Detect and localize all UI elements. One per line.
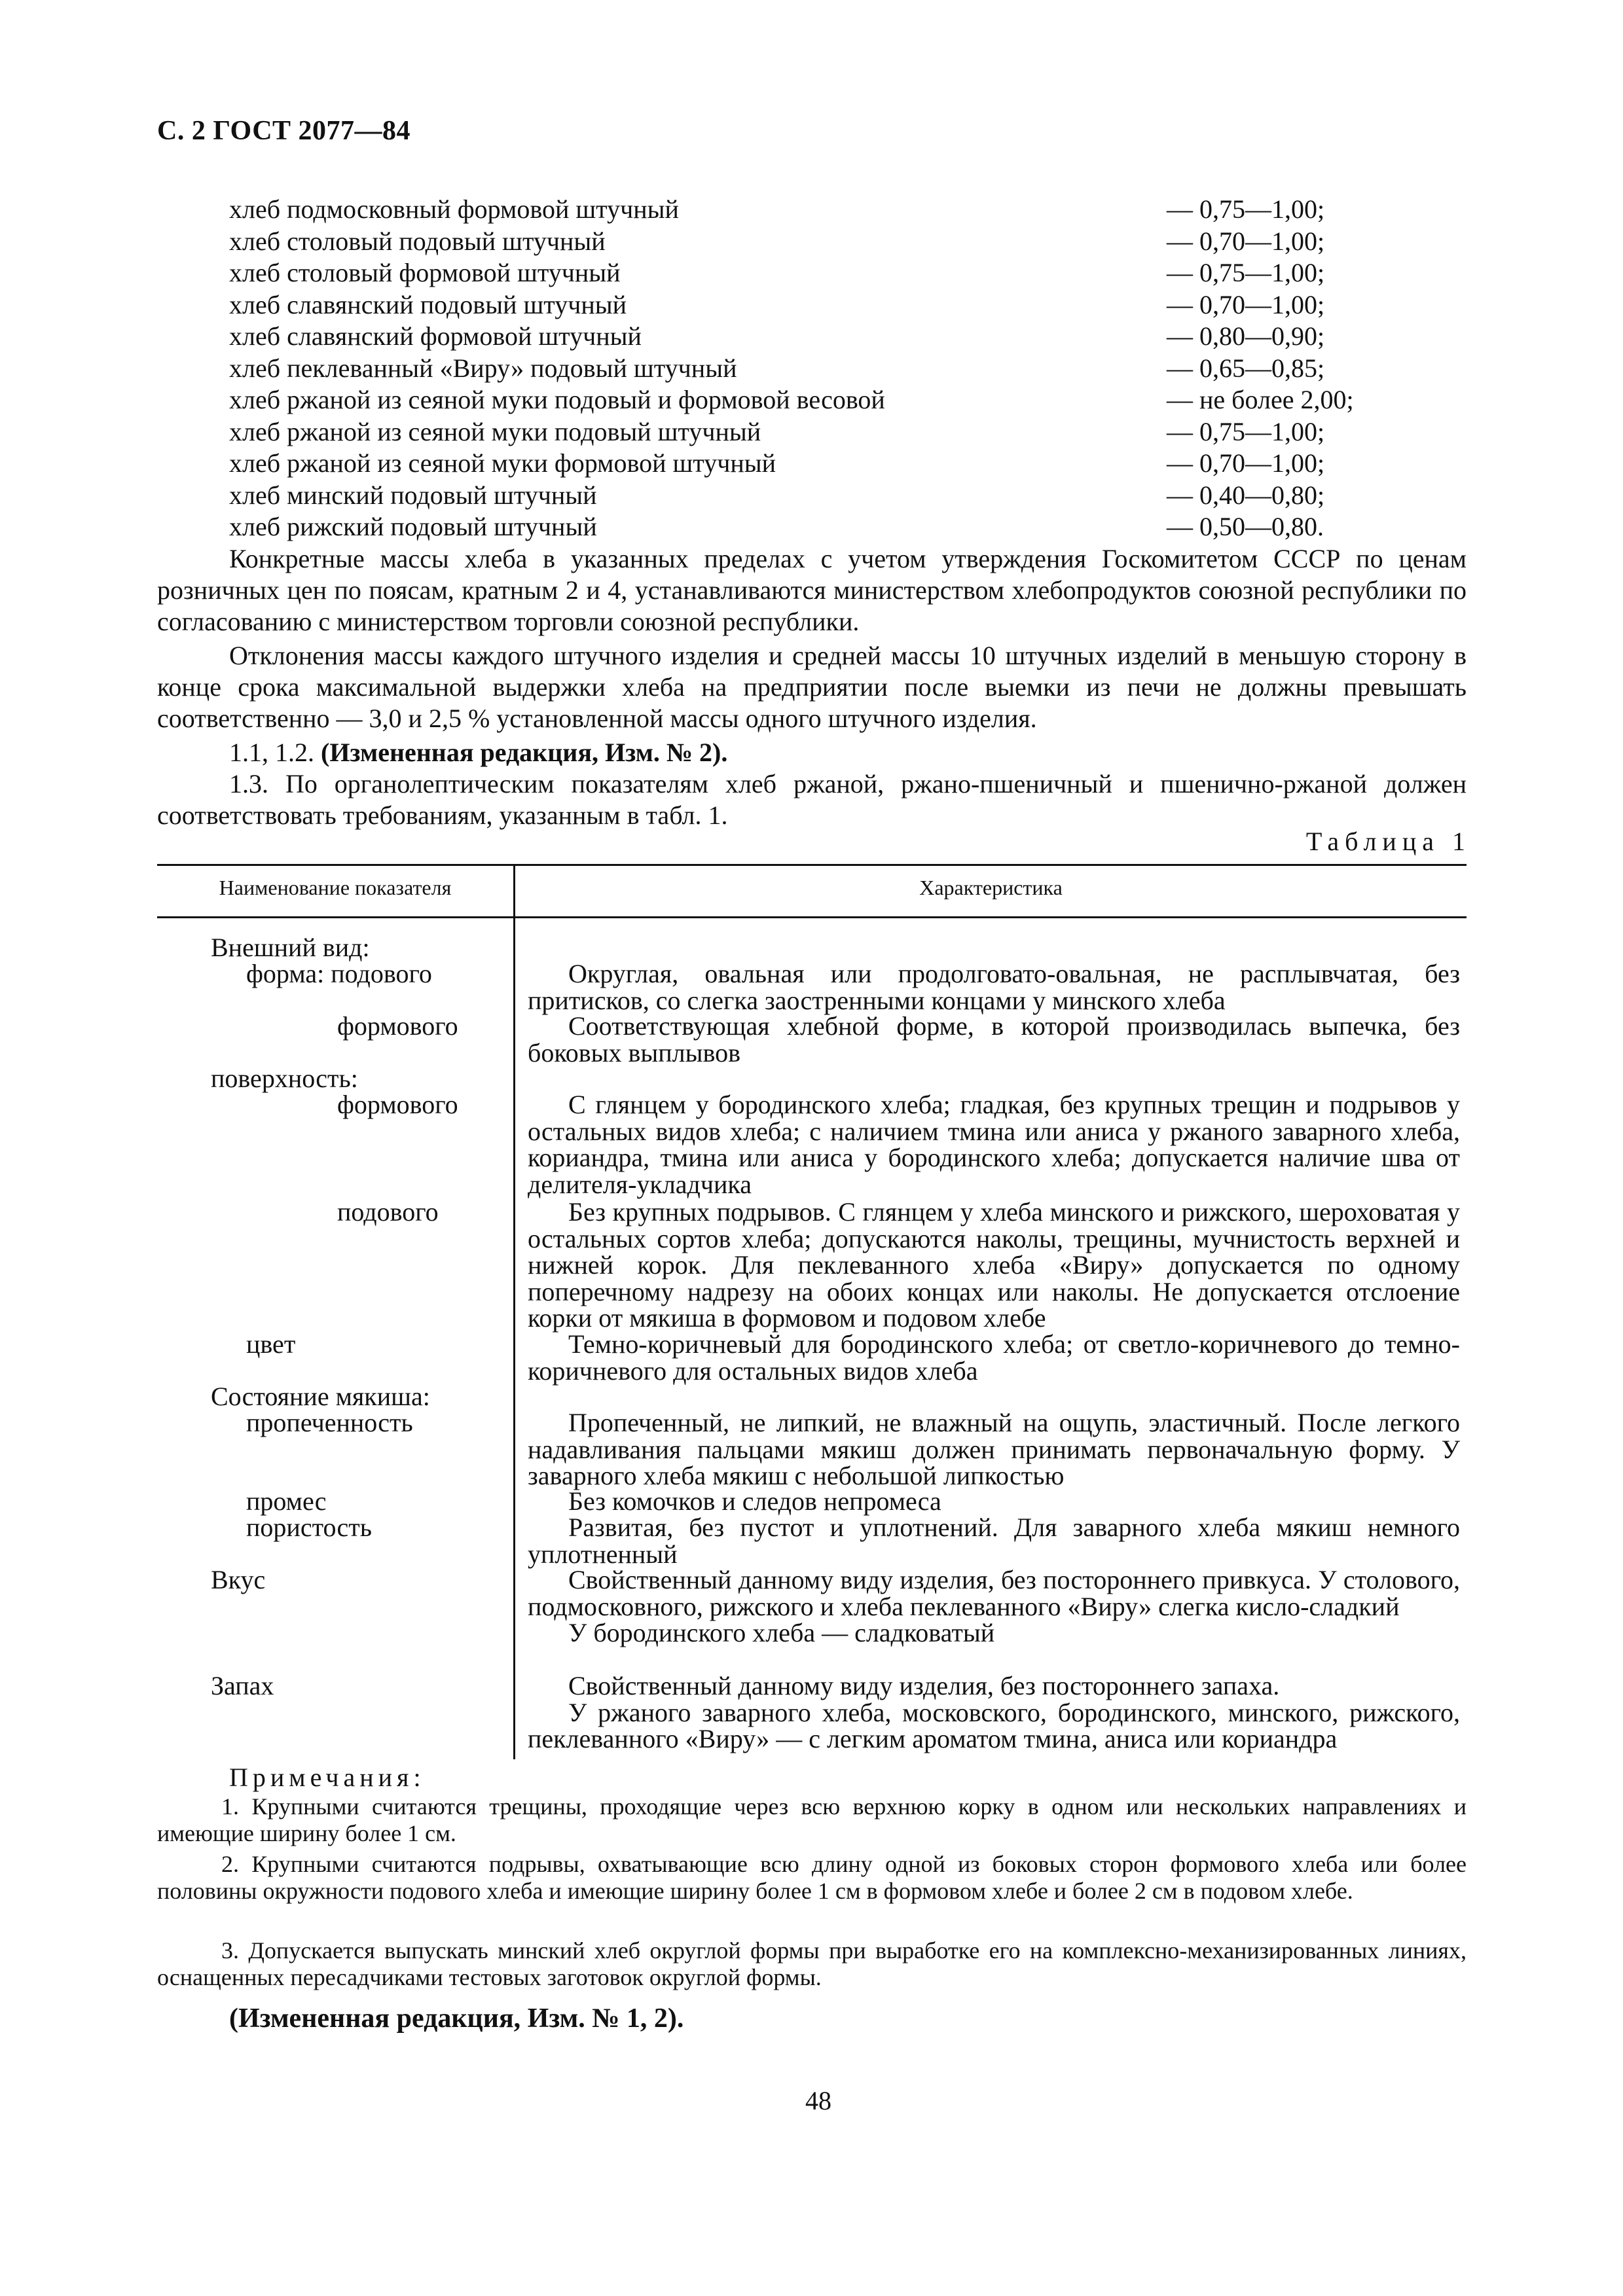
mass-name: хлеб ржаной из сеяной муки подовый и формовой весовой	[229, 385, 885, 414]
page-number: 48	[805, 2086, 831, 2115]
note-1: 1. Крупными считаются трещины, проходящие через всю верхнюю корку в одном или нескольких направлениях и имеющие ширину более 1 см.	[157, 1793, 1467, 1846]
label-surface-tin: формового	[337, 1090, 458, 1119]
text-mix: Без комочков и следов непромеса	[568, 1486, 941, 1516]
label-porosity: пористость	[246, 1513, 372, 1542]
mass-value: — 0,70—1,00;	[1167, 448, 1325, 478]
label-shape-tin: формового	[337, 1011, 458, 1041]
text-shape-tin: Соответствующая хлебной форме, в которой производилась выпечка, без боковых выплывов	[528, 1011, 1460, 1067]
table-label: Таблица 1	[1305, 827, 1471, 856]
paragraph-mass-prices: Конкретные массы хлеба в указанных пределах с учетом утверждения Госкомитетом СССР по ценам розничных цен по поясам, кратным 2 и 4, устанавливаются министерством хлебопродуктов союзной республики по согласованию с министерством торговли союзной республики.	[157, 544, 1467, 636]
text-baked: Пропеченный, не липкий, не влажный на ощупь, эластичный. После легкого надавливания пальцами мякиш должен принимать первоначальную форму. У заварного хлеба мякиш с небольшой липкостью	[528, 1408, 1460, 1490]
mass-name: хлеб рижский подовый штучный	[229, 512, 597, 541]
mass-value: — 0,65—0,85;	[1167, 353, 1325, 383]
mass-name: хлеб подмосковный формовой штучный	[229, 194, 679, 224]
mass-name: хлеб столовый подовый штучный	[229, 226, 606, 256]
mass-name: хлеб ржаной из сеяной муки подовый штучный	[229, 416, 761, 446]
table-top-rule	[157, 864, 1467, 866]
mass-name: хлеб ржаной из сеяной муки формовой штучный	[229, 448, 776, 478]
label-color: цвет	[246, 1329, 296, 1359]
table-column-divider	[513, 864, 515, 1759]
label-taste: Вкус	[211, 1565, 266, 1594]
text-porosity: Развитая, без пустот и уплотнений. Для заварного хлеба мякиш немного уплотненный	[528, 1513, 1460, 1569]
mass-row	[229, 257, 1473, 289]
note-2: 2. Крупными считаются подрывы, охватывающие всю длину одной из боковых сторон формового хлеба или более половины окружности подового хлеба и имеющие ширину более 1 см в формовом хлебе и более 2 см в подовом хлебе.	[157, 1851, 1467, 1904]
mass-row	[229, 511, 1473, 543]
label-smell: Запах	[211, 1671, 274, 1700]
table-1	[157, 864, 1467, 1759]
mass-value: — 0,75—1,00;	[1167, 416, 1325, 446]
mass-row	[229, 384, 1473, 416]
text-surface-tin: С глянцем у бородинского хлеба; гладкая, без крупных трещин и подрывов у остальных видов хлеба; с наличием тмина или аниса у ржаного заварного хлеба, кориандра, тмина или аниса у бородинского хлеба; допускается наличие шва от делителя-укладчика	[528, 1090, 1460, 1199]
mass-row	[229, 226, 1473, 258]
label-shape-hearth: форма: подового	[246, 959, 432, 988]
text-surface-hearth: Без крупных подрывов. С глянцем у хлеба минского и рижского, шероховатая у остальных сортов хлеба; допускаются наколы, трещины, мучнистость верхней и нижней корок. Для пеклеванного хлеба «Виру» допускается по одному поперечному надрезу на обоих концах или наколы. Не допускается отслоение корки от мякиша в формовом и подовом хлебе	[528, 1197, 1460, 1333]
note-3: 3. Допускается выпускать минский хлеб округлой формы при выработке его на комплексно-механизированных линиях, оснащенных пересадчиками тестовых заготовок округлой формы.	[157, 1937, 1467, 1990]
notes-title: Примечания:	[229, 1763, 426, 1792]
mass-row	[229, 194, 1473, 226]
text-taste: Свойственный данному виду изделия, без постороннего привкуса. У столового, подмосковного, рижского и хлеба пеклеванного «Виру» слегка кисло-сладкий У бородинского хлеба — сладковатый	[528, 1565, 1460, 1647]
mass-value: — 0,70—1,00;	[1167, 289, 1325, 319]
page-header: С. 2 ГОСТ 2077—84	[157, 116, 411, 146]
mass-row	[229, 321, 1473, 353]
mass-value: — 0,70—1,00;	[1167, 226, 1325, 256]
text-color: Темно-коричневый для бородинского хлеба; от светло-коричневого до темно-коричневого для остальных видов хлеба	[528, 1329, 1460, 1386]
mass-name: хлеб столовый формовой штучный	[229, 258, 621, 287]
mass-value: — 0,50—0,80.	[1167, 512, 1324, 541]
label-surface-hearth: подового	[337, 1197, 439, 1227]
table-header-rule	[157, 916, 1467, 918]
final-amendment: (Измененная редакция, Изм. № 1, 2).	[229, 2003, 684, 2034]
paragraph-organoleptic: 1.3. По органолептическим показателям хлеб ржаной, ржано-пшеничный и пшенично-ржаной должен соответствовать требованиям, указанным в табл. 1.	[157, 769, 1467, 830]
mass-row	[229, 448, 1473, 480]
mass-value: — 0,80—0,90;	[1167, 321, 1325, 351]
mass-name: хлеб пеклеванный «Виру» подовый штучный	[229, 353, 737, 383]
text-smell: Свойственный данному виду изделия, без постороннего запаха. У ржаного заварного хлеба, московского, бородинского, минского, рижского, пеклеванного «Виру» — с легким ароматом тмина, аниса или кориандра	[528, 1671, 1460, 1753]
label-mix: промес	[246, 1486, 327, 1516]
mass-name: хлеб славянский подовый штучный	[229, 289, 627, 319]
label-baked: пропеченность	[246, 1408, 413, 1437]
table-header-characteristic: Характеристика	[919, 876, 1063, 899]
text-shape-hearth: Округлая, овальная или продолговато-овальная, не расплывчатая, без притисков, со слегка заостренными концами у минского хлеба	[528, 959, 1460, 1015]
amendment-text: (Измененная редакция, Изм. № 2).	[321, 738, 728, 767]
label-surface: поверхность:	[211, 1064, 358, 1093]
amendment-ref: 1.1, 1.2.	[229, 738, 314, 767]
mass-value: — 0,40—0,80;	[1167, 480, 1325, 510]
mass-row	[229, 289, 1473, 321]
label-crumb: Состояние мякиша:	[211, 1382, 430, 1411]
paragraph-mass-deviation: Отклонения массы каждого штучного изделия и средней массы 10 штучных изделий в меньшую сторону в конце срока максимальной выдержки хлеба на предприятии после выемки из печи не должны превышать соответственно — 3,0 и 2,5 % установленной массы одного штучного изделия.	[157, 641, 1467, 733]
table-header-name: Наименование показателя	[219, 876, 452, 899]
mass-value: — 0,75—1,00;	[1167, 258, 1325, 287]
mass-row	[229, 480, 1473, 512]
mass-name: хлеб славянский формовой штучный	[229, 321, 642, 351]
label-appearance: Внешний вид:	[211, 933, 370, 962]
mass-value: — не более 2,00;	[1167, 385, 1354, 414]
mass-row	[229, 416, 1473, 448]
mass-row	[229, 353, 1473, 385]
mass-value: — 0,75—1,00;	[1167, 194, 1325, 224]
amendment-line	[157, 737, 1467, 768]
mass-list	[229, 194, 1473, 543]
mass-name: хлеб минский подовый штучный	[229, 480, 597, 510]
